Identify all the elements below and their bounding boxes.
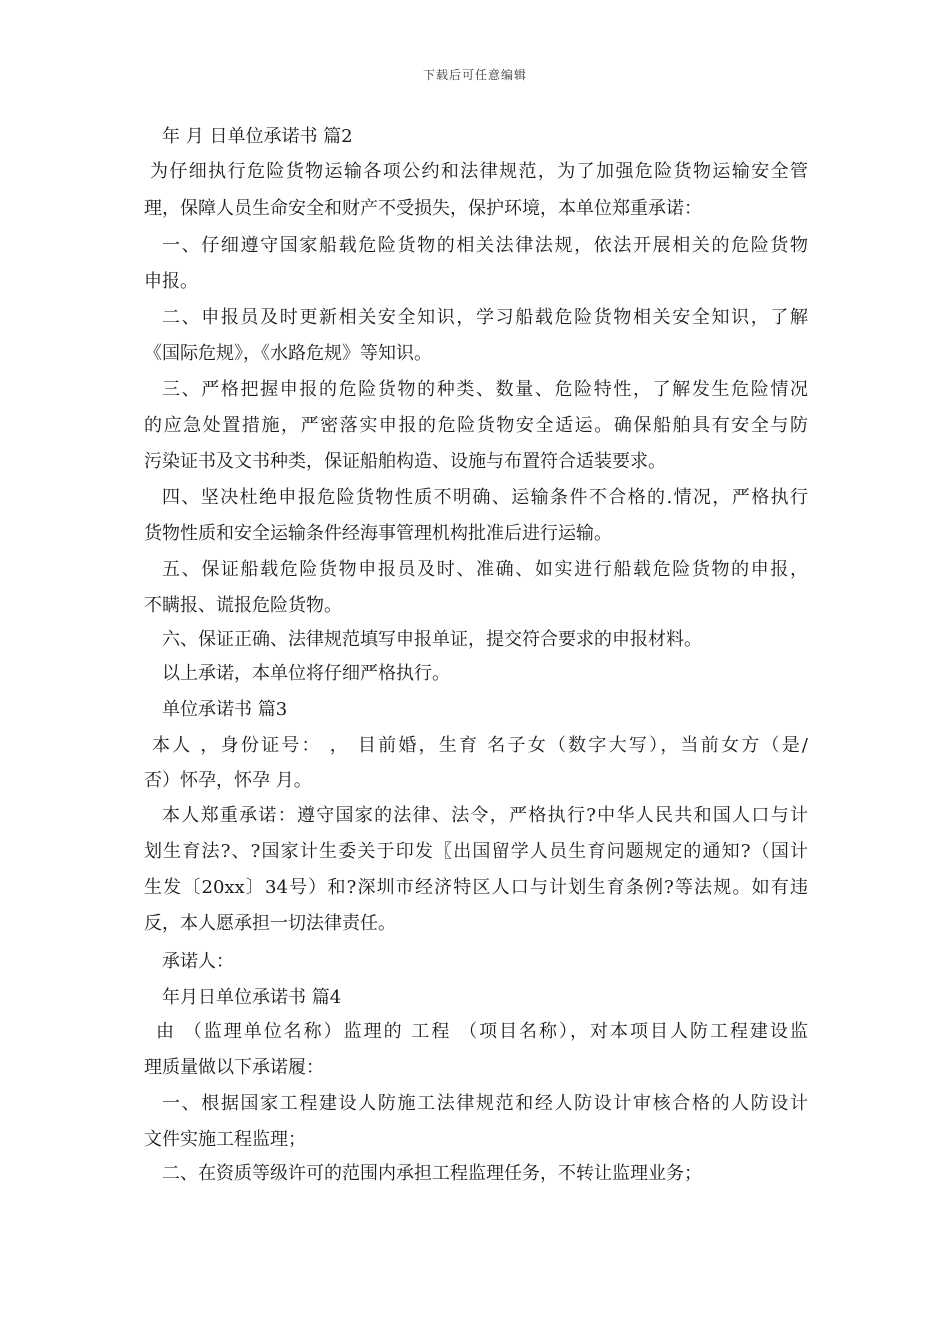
text-line: 承诺人： bbox=[162, 951, 234, 972]
text-line: 年 月 日单位承诺书 篇2 bbox=[162, 126, 353, 147]
text-line: 一、仔细遵守国家船载危险货物的相关法律法规，依法开展相关的危险货物 bbox=[162, 235, 808, 256]
text-line: 三、严格把握申报的危险货物的种类、数量、危险特性，了解发生危险情况 bbox=[162, 379, 808, 400]
text-line: 单位承诺书 篇3 bbox=[162, 699, 288, 720]
text-line: 文件实施工程监理； bbox=[144, 1129, 306, 1150]
text-line: 生发〔20xx〕34号）和?深圳市经济特区人口与计划生育条例?等法规。如有违 bbox=[144, 877, 808, 898]
text-line: 以上承诺，本单位将仔细严格执行。 bbox=[162, 663, 450, 684]
text-line: 六、保证正确、法律规范填写申报单证，提交符合要求的申报材料。 bbox=[162, 629, 702, 650]
text-line: 否）怀孕，怀孕 月。 bbox=[144, 770, 312, 791]
text-line: 理质量做以下承诺履： bbox=[144, 1057, 324, 1078]
text-line: 不瞒报、谎报危险货物。 bbox=[144, 595, 342, 616]
text-line: 为仔细执行危险货物运输各项公约和法律规范，为了加强危险货物运输安全管 bbox=[150, 161, 808, 182]
text-line: 四、坚决杜绝申报危险货物性质不明确、运输条件不合格的.情况，严格执行 bbox=[162, 487, 808, 508]
text-line: 货物性质和安全运输条件经海事管理机构批准后进行运输。 bbox=[144, 523, 612, 544]
text-line: 反，本人愿承担一切法律责任。 bbox=[144, 913, 396, 934]
text-line: 二、在资质等级许可的范围内承担工程监理任务，不转让监理业务； bbox=[162, 1163, 702, 1184]
text-line: 理，保障人员生命安全和财产不受损失，保护环境，本单位郑重承诺： bbox=[144, 198, 702, 219]
text-line: 由 （监理单位名称）监理的 工程 （项目名称），对本项目人防工程建设监 bbox=[156, 1021, 808, 1042]
text-line: 本人 ，身份证号： ， 目前婚，生育 名子女（数字大写），当前女方（是/ bbox=[152, 735, 808, 756]
text-line: 的应急处置措施，严密落实申报的危险货物安全适运。确保船舶具有安全与防 bbox=[144, 415, 808, 436]
text-line: 五、保证船载危险货物申报员及时、准确、如实进行船载危险货物的申报， bbox=[162, 559, 808, 580]
text-line: 申报。 bbox=[144, 271, 198, 292]
page-header: 下载后可任意编辑 bbox=[422, 68, 527, 82]
text-line: 划生育法?、?国家计生委关于印发〖出国留学人员生育问题规定的通知?（国计 bbox=[144, 841, 808, 862]
text-line: 《国际危规》，《水路危规》等知识。 bbox=[144, 343, 432, 364]
text-line: 本人郑重承诺：遵守国家的法律、法令，严格执行?中华人民共和国人口与计 bbox=[162, 805, 808, 826]
text-line: 年月日单位承诺书 篇4 bbox=[162, 987, 342, 1008]
text-line: 污染证书及文书种类，保证船舶构造、设施与布置符合适装要求。 bbox=[144, 451, 666, 472]
text-line: 二、申报员及时更新相关安全知识，学习船载危险货物相关安全知识，了解 bbox=[162, 307, 808, 328]
text-line: 一、根据国家工程建设人防施工法律规范和经人防设计审核合格的人防设计 bbox=[162, 1093, 808, 1114]
